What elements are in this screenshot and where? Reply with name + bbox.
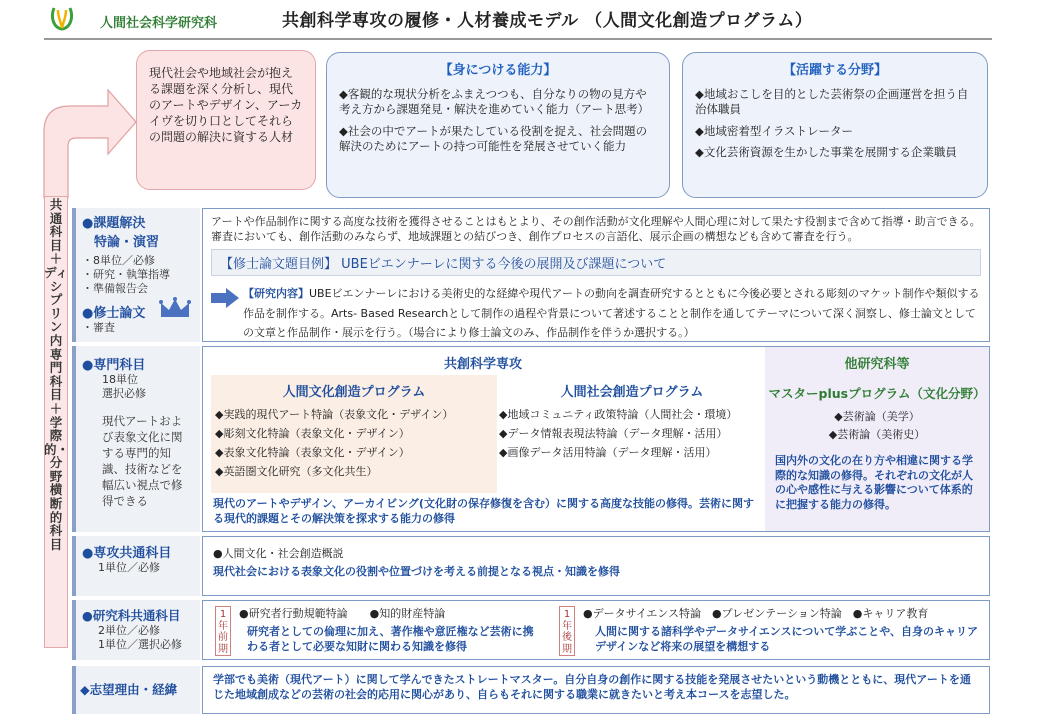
header-divider bbox=[44, 38, 992, 40]
target-talent-box: 現代社会や地域社会が抱える課題を深く分析し、現代のアートやデザイン、アーカイヴを切り口としてそれらの問題の解決に資する人材 bbox=[136, 50, 316, 190]
upward-arrow-shape bbox=[40, 70, 140, 200]
row4-sub1: 2単位／必修 bbox=[98, 624, 160, 637]
row3-course: ●人間文化・社会創造概説 bbox=[213, 547, 344, 560]
thesis-example: 【修士論文題目例】 UBEビエンナーレに関する今後の展開及び課題について bbox=[211, 249, 981, 276]
research-content-label: 【研究内容】 bbox=[243, 287, 309, 300]
row1-sub-item: ・準備報告会 bbox=[82, 282, 148, 295]
row1-label: ●課題解決 bbox=[82, 216, 146, 231]
row1-label-cell bbox=[72, 208, 200, 342]
row4-year2-description: 人間に関する諸科学やデータサイエンスについて学ぶことや、自身のキャリアデザインなど将来の展望を構想する bbox=[595, 625, 979, 653]
row1-sub-item: ・8単位／必修 bbox=[82, 254, 155, 267]
program2-item: ◆画像データ活用特論（データ理解・活用） bbox=[499, 446, 717, 459]
program1-item: ◆表象文化特論（表象文化・デザイン） bbox=[215, 446, 410, 459]
row2-description: 現代アートおよび表象文化に関する専門的知識、技術などを幅広い視点で修得できる bbox=[102, 414, 183, 508]
program2-item: ◆データ情報表現法特論（データ理解・活用） bbox=[499, 427, 728, 440]
career-item: ◆文化芸術資源を生かした事業を展開する企業職員 bbox=[695, 145, 957, 159]
other-school-description: 国内外の文化の在り方や相違に関する学際的な知識の修得。それぞれの文化が人の心や感性に与える影響について体系的に把握する能力の修得。 bbox=[775, 454, 973, 511]
program2-item: ◆地域コミュニティ政策特論（人間社会・環境） bbox=[499, 408, 738, 421]
crown-icon bbox=[158, 297, 192, 321]
side-label-text: 共通科目＋ディシプリン内専門科目＋学際的・分野横断的科目 bbox=[44, 197, 70, 552]
row2-req: 選択必修 bbox=[102, 387, 146, 400]
page-title: 共創科学専攻の履修・人材養成モデル （人間文化創造プログラム） bbox=[282, 11, 813, 31]
program1-item: ◆彫刻文化特論（表象文化・デザイン） bbox=[215, 427, 410, 440]
row3-content-cell bbox=[202, 536, 990, 596]
career-item: ◆地域おこしを目的とした芸術祭の企画運営を担う自治体職員 bbox=[695, 86, 969, 116]
masterplus-item: ◆芸術論（美学） bbox=[834, 410, 920, 423]
semester-badge-1: 1年前期 bbox=[215, 606, 231, 656]
row4-year1-courses: ●研究者行動規範特論 ●知的財産特論 bbox=[239, 607, 446, 620]
row4-sub2: 1単位／選択必修 bbox=[98, 638, 182, 651]
row2-summary: 現代のアートやデザイン、アーカイビング(文化財の保存修復を含む）に関する高度な技能の修得。芸術に関する現代的課題とその解決策を探求する能力の修得 bbox=[213, 497, 754, 525]
row4-label-cell bbox=[72, 600, 200, 660]
institution-name: 人間社会科学研究科 bbox=[100, 16, 218, 31]
careers-title: 【活躍する分野】 bbox=[782, 63, 887, 78]
other-school-title: 他研究科等 bbox=[844, 357, 910, 372]
row5-content-cell bbox=[202, 666, 990, 714]
program1-list bbox=[215, 405, 501, 481]
row3-label: ●専攻共通科目 bbox=[82, 546, 172, 561]
program2-title: 人間社会創造プログラム bbox=[560, 385, 704, 400]
row2-label: ●専門科目 bbox=[82, 358, 146, 373]
university-logo-icon bbox=[48, 4, 76, 32]
ability-item: ◆客観的な現状分析をふまえつつも、自分なりの物の見方や考え方から課題発見・解決を進めていく能力（アート思考） bbox=[339, 86, 650, 116]
research-content-text: UBEビエンナーレにおける美術史的な経緯や現代アートの動向を調査研究するとともに今後必要とされる彫刻のマケット制作や類似する作品を制作する。Arts- Based Researchとして制作の過程や背景について著述することと制作を通してテーマについて深く洞察し、修士論文としての文章と作品制作・展示を行う。（場合により修士論文のみ、作品制作を伴うか選択する。） bbox=[243, 287, 980, 339]
row1-label-sub: 特論・演習 bbox=[94, 235, 160, 250]
row4-year2-courses: ●データサイエンス特論 ●プレゼンテーション特論 ●キャリア教育 bbox=[583, 607, 929, 620]
program2-list bbox=[499, 405, 765, 462]
major-name: 共創科学専攻 bbox=[443, 357, 522, 372]
row2-label-cell bbox=[72, 346, 200, 532]
row3-label-cell bbox=[72, 536, 200, 596]
row1-content-cell bbox=[202, 208, 990, 342]
thesis-label: ●修士論文 bbox=[82, 306, 146, 321]
row3-sub: 1単位／必修 bbox=[98, 561, 160, 574]
row4-content-cell bbox=[202, 600, 990, 660]
row3-description: 現代社会における表象文化の役割や位置づけを考える前提となる視点・知識を修得 bbox=[213, 564, 620, 578]
row5-label-cell bbox=[72, 666, 200, 714]
career-item: ◆地域密着型イラストレーター bbox=[695, 123, 853, 138]
row4-year1-description: 研究者としての倫理に加え、著作権や意匠権など芸術に携わる者として必要な知財に関わる知識を修得 bbox=[247, 625, 534, 653]
careers-box bbox=[682, 52, 988, 198]
right-arrow-icon bbox=[211, 288, 239, 308]
row5-label: ◆志望理由・経緯 bbox=[80, 682, 178, 697]
other-school-panel bbox=[765, 347, 989, 531]
row5-description: 学部でも美術（現代アート）に関して学んできたストレートマスター。自分自身の創作に関する技能を発展させたいという動機とともに、現代アートを通じた地域創成などの芸術の社会的応用に関心があり、自らもそれに関する職業に就きたいと考え本コースを志望した。 bbox=[213, 673, 971, 701]
program1-item: ◆実践的現代アート特論（表象文化・デザイン） bbox=[215, 408, 454, 421]
ability-item: ◆社会の中でアートが果たしている役割を捉え、社会問題の解決のためにアートの持つ可能性を発展させていく能力 bbox=[339, 123, 648, 153]
row1-description: アートや作品制作に関する高度な技術を獲得させることはもとより、その創作活動が文化理解や人間心理に対して果たす役割まで含めて指導・助言できる。審査においても、創作活動のみならず、地域課題との結びつき、創作プロセスの言語化、展示企画の構想なども含めて審査を行う。 bbox=[211, 215, 981, 243]
thesis-sub: ・審査 bbox=[82, 321, 115, 334]
row4-label: ●研究科共通科目 bbox=[82, 608, 181, 623]
masterplus-item: ◆芸術論（美術史） bbox=[828, 428, 926, 441]
row1-sub-item: ・研究・執筆指導 bbox=[82, 268, 170, 281]
semester-badge-2: 1年後期 bbox=[559, 606, 575, 656]
abilities-box bbox=[326, 52, 670, 198]
row2-credits: 18単位 bbox=[102, 373, 138, 386]
masterplus-title: マスターplusプログラム（文化分野） bbox=[768, 386, 986, 401]
program1-title: 人間文化創造プログラム bbox=[282, 385, 426, 400]
abilities-title: 【身につける能力】 bbox=[439, 63, 557, 78]
research-content bbox=[211, 282, 981, 341]
row2-content-cell bbox=[202, 346, 990, 532]
program1-item: ◆英語圏文化研究（多文化共生） bbox=[215, 465, 378, 478]
